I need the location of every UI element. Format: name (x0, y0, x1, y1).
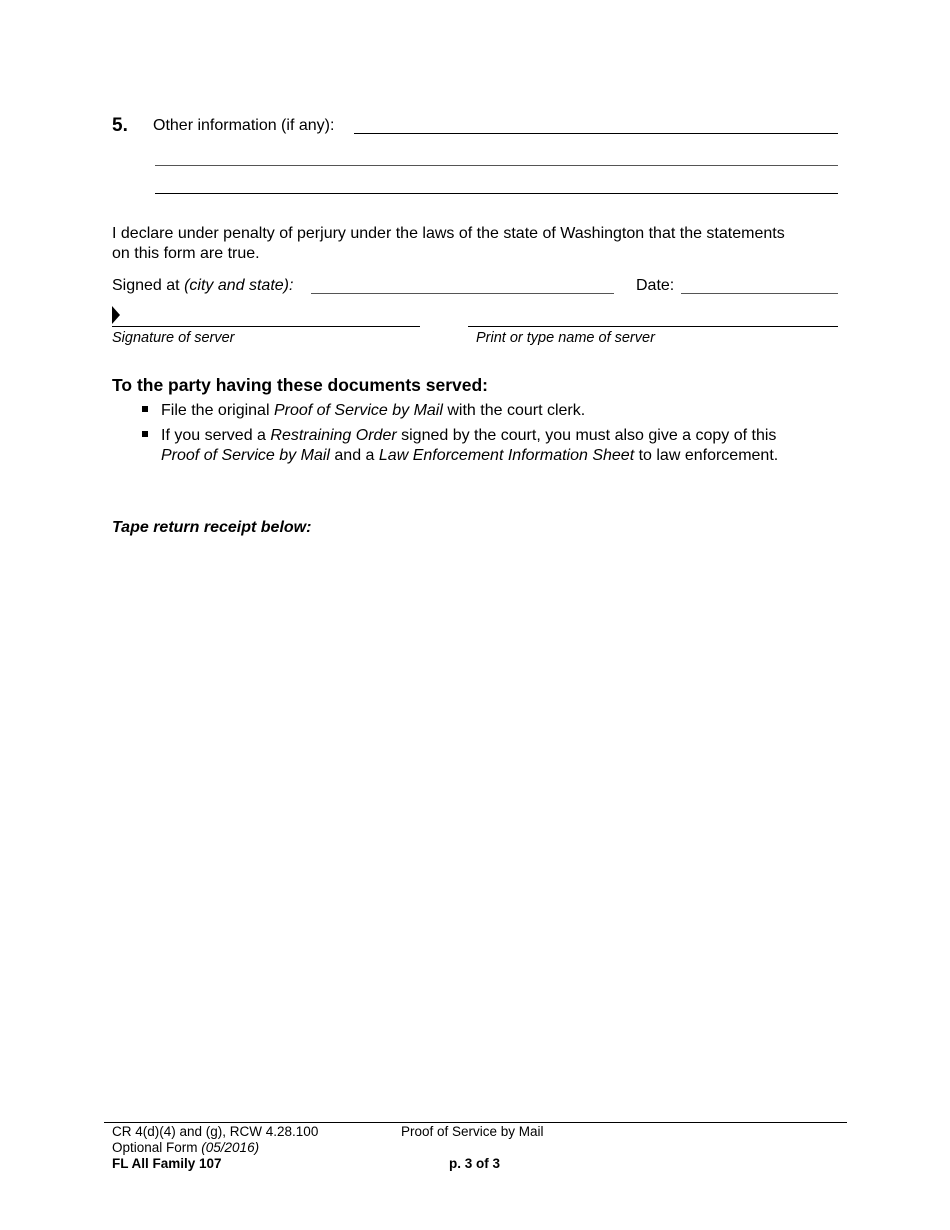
other-information-line-1[interactable] (354, 133, 838, 134)
signature-line[interactable] (112, 326, 420, 327)
b2-d: Proof of Service by Mail (161, 447, 330, 464)
instruction-file-original (161, 401, 585, 421)
b2-b: Restraining Order (270, 427, 397, 444)
footer-optional-plain: Optional Form (112, 1140, 202, 1155)
b2-a: If you served a (161, 427, 271, 444)
footer-title: Proof of Service by Mail (401, 1124, 544, 1139)
b2-g: to law enforcement. (634, 447, 779, 464)
party-heading: To the party having these documents served: (112, 375, 489, 395)
print-name-caption: Print or type name of server (476, 330, 655, 346)
b2-f: Law Enforcement Information Sheet (378, 447, 635, 464)
date-line[interactable] (681, 293, 838, 294)
signed-at-label (112, 276, 293, 296)
date-label: Date: (636, 277, 675, 294)
other-information-line-2[interactable] (155, 165, 838, 166)
footer-rule (104, 1122, 847, 1123)
signature-caption: Signature of server (112, 330, 235, 346)
declaration-line-2: on this form are true. (112, 245, 260, 262)
footer-page-number: p. 3 of 3 (449, 1156, 501, 1171)
b1-b: Proof of Service by Mail (273, 402, 443, 419)
bullet-marker (142, 406, 148, 412)
b2-e: and a (329, 447, 379, 464)
tape-return-receipt-label: Tape return receipt below: (112, 519, 312, 536)
bullet-marker (142, 431, 148, 437)
footer-optional-form (112, 1140, 318, 1156)
signed-at-plain: Signed at (112, 277, 185, 294)
signed-at-italic: (city and state): (184, 277, 294, 294)
print-name-line[interactable] (468, 326, 838, 327)
footer-form-id: FL All Family 107 (112, 1156, 222, 1171)
b2-c: signed by the court, you must also give a copy of this (396, 427, 777, 444)
declaration-line-1: I declare under penalty of perjury under the laws of the state of Washington that the statements (112, 225, 785, 242)
city-state-line[interactable] (311, 293, 614, 294)
footer-left (112, 1124, 318, 1172)
footer-citation: CR 4(d)(4) and (g), RCW 4.28.100 (112, 1124, 319, 1139)
other-information-line-3[interactable] (155, 193, 838, 194)
declaration-text (112, 224, 852, 264)
footer-optional-date: (05/2016) (201, 1140, 260, 1155)
instruction-restraining-order (161, 426, 841, 466)
b1-c: with the court clerk. (442, 402, 586, 419)
item-number: 5. (112, 115, 128, 136)
other-information-label: Other information (if any): (153, 117, 335, 134)
signature-arrow-icon (112, 306, 122, 324)
b1-a: File the original (161, 402, 274, 419)
